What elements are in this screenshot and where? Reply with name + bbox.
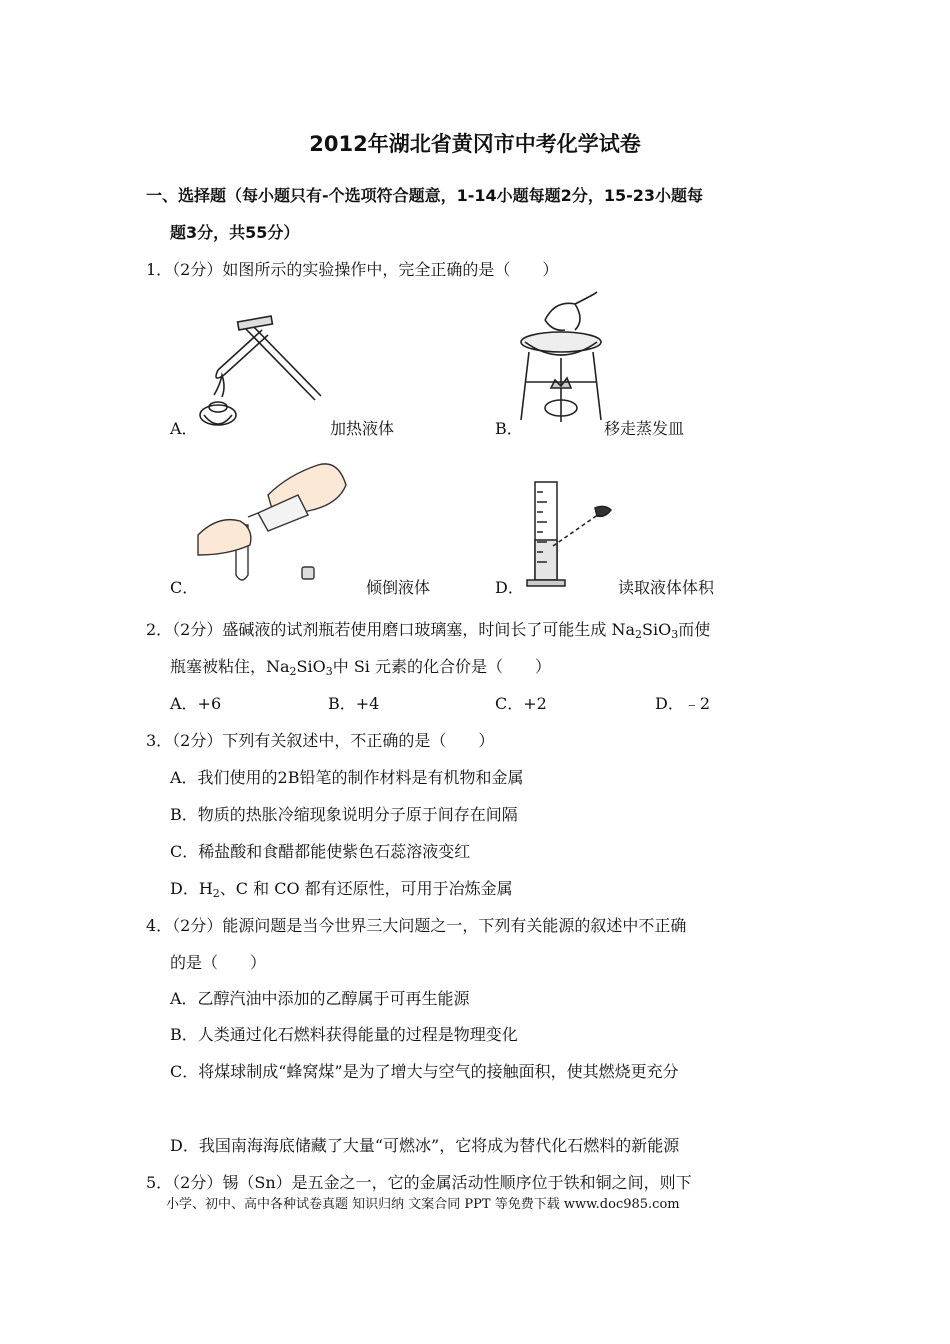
- heating-test-tube-icon: [200, 315, 320, 435]
- q5-line1: 5．（2分）锡（Sn）是五金之一，它的金属活动性顺序位于铁和铜之间，则下: [146, 1173, 692, 1192]
- q3-option-d: D．$H_2$、C 和 CO 都有还原性，可用于冶炼金属: [170, 879, 513, 900]
- section-heading-line1: 一、选择题（每小题只有-个选项符合题意，1-14小题每题2分，15-23小题每: [146, 186, 703, 205]
- q4-line2: 的是（ ）: [170, 953, 267, 972]
- q3-option-c: C．稀盐酸和食醋都能使紫色石蕊溶液变红: [170, 842, 471, 861]
- q3-option-a: A．我们使用的2B铅笔的制作材料是有机物和金属: [170, 768, 524, 787]
- evaporating-dish-icon: [515, 290, 615, 435]
- q1-option-a-letter: A．: [170, 419, 198, 438]
- q1-option-c-letter: C．: [170, 578, 199, 597]
- section-heading-line2: 题3分，共55分）: [170, 223, 300, 242]
- page-title: 2012年湖北省黄冈市中考化学试卷: [309, 132, 641, 156]
- q2-option-a: A．+6: [170, 694, 222, 713]
- q2-line2: 瓶塞被粘住，$Na_2SiO_3$中 Si 元素的化合价是（ ）: [170, 657, 552, 678]
- q1-option-d-letter: D．: [495, 578, 524, 597]
- q3-option-b: B．物质的热胀冷缩现象说明分子原于间存在间隔: [170, 805, 518, 824]
- graduated-cylinder-icon: [525, 478, 620, 590]
- q2-line1: 2．（2分）盛碱液的试剂瓶若使用磨口玻璃塞，时间长了可能生成 $Na_2SiO_3$而使: [146, 620, 711, 641]
- q3-stem: 3．（2分）下列有关叙述中，不正确的是（ ）: [146, 731, 495, 750]
- pouring-liquid-icon: [198, 455, 348, 585]
- q1-option-d-caption: 读取液体体积: [618, 578, 715, 597]
- page-footer: 小学、初中、高中各种试卷真题 知识归纳 文案合同 PPT 等免费下载 www.doc985.com: [166, 1197, 680, 1212]
- q4-option-d: D．我国南海海底储藏了大量“可燃冰”，它将成为替代化石燃料的新能源: [170, 1136, 680, 1155]
- q2-option-d: D．﹣2: [655, 694, 711, 713]
- q2-option-b: B．+4: [328, 694, 380, 713]
- q1-stem: 1．（2分）如图所示的实验操作中，完全正确的是（ ）: [146, 260, 559, 279]
- q4-option-b: B．人类通过化石燃料获得能量的过程是物理变化: [170, 1025, 518, 1044]
- q4-option-a: A．乙醇汽油中添加的乙醇属于可再生能源: [170, 989, 470, 1008]
- q1-option-a-caption: 加热液体: [330, 419, 395, 438]
- q2-option-c: C．+2: [495, 694, 547, 713]
- q4-line1: 4．（2分）能源问题是当今世界三大问题之一，下列有关能源的叙述中不正确: [146, 916, 687, 935]
- q1-option-c-caption: 倾倒液体: [366, 578, 431, 597]
- q1-option-b-caption: 移走蒸发皿: [604, 419, 685, 438]
- q4-option-c: C．将煤球制成“蜂窝煤”是为了增大与空气的接触面积，使其燃烧更充分: [170, 1062, 679, 1081]
- q1-option-b-letter: B．: [495, 419, 523, 438]
